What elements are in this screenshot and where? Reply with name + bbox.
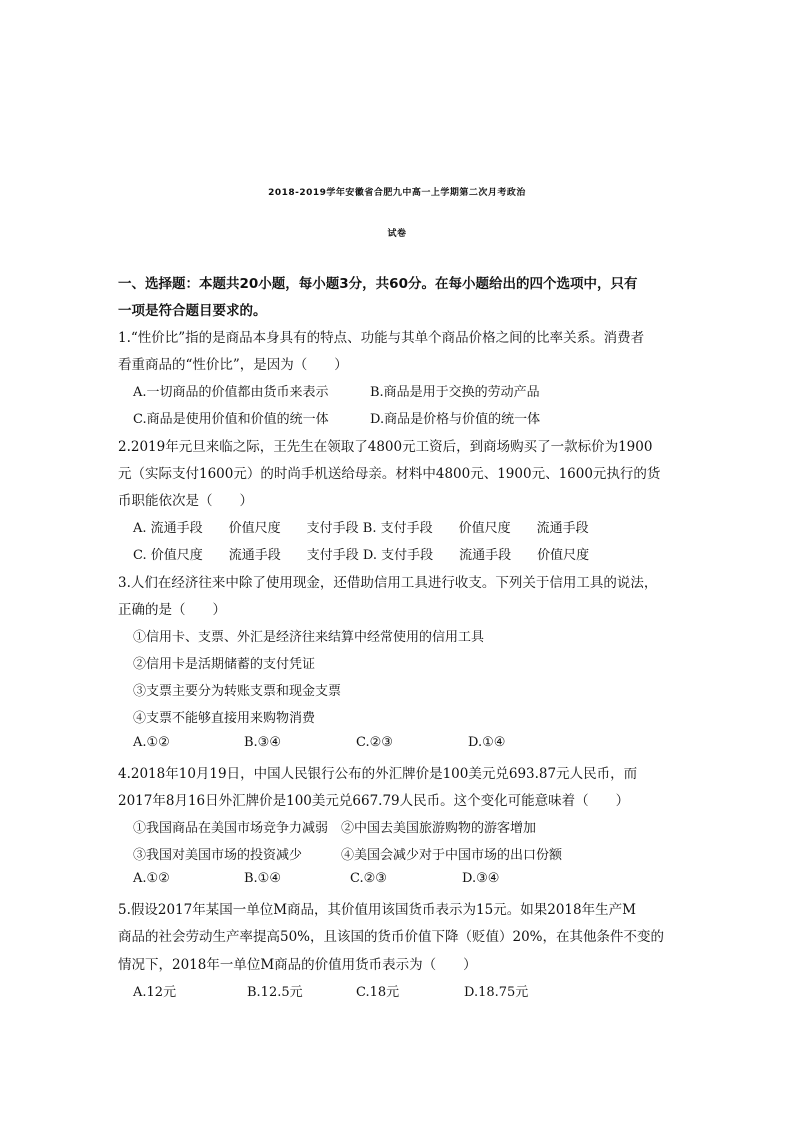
section-heading-line2: 一项是符合题目要求的。 (118, 303, 267, 319)
q2-stem-line1: 2.2019年元旦来临之际，王先生在领取了4800元工资后，到商场购买了一款标价为1900 (118, 439, 653, 455)
q4-statements-1-2: ①我国商品在美国市场竞争力减弱 ②中国去美国旅游购物的游客增加 (133, 821, 537, 836)
exam-title-line2: 试卷 (387, 229, 407, 239)
q4-option-d: D.③④ (462, 871, 500, 886)
q5-stem-line1: 5.假设2017年某国一单位M商品，其价值用该国货币表示为15元。如果2018年生产M (118, 902, 636, 918)
q5-stem-line2: 商品的社会劳动生产率提高50%，且该国的货币价值下降（贬值）20%，在其他条件不变的 (118, 929, 665, 945)
q3-option-c: C.②③ (356, 735, 393, 750)
q2-stem-line2: 元（实际支付1600元）的时尚手机送给母亲。材料中4800元、1900元、1600元执行的货 (118, 466, 661, 482)
q5-option-a: A.12元 (133, 985, 177, 1000)
q3-option-d: D.①④ (468, 735, 506, 750)
q3-statement-3: ③支票主要分为转账支票和现金支票 (133, 684, 342, 699)
section-heading-line1: 一、选择题：本题共20小题，每小题3分，共60分。在每小题给出的四个选项中，只有 (118, 276, 638, 292)
q1-option-d: D.商品是价格与价值的统一体 (370, 412, 541, 427)
q3-stem-line1: 3.人们在经济往来中除了使用现金，还借助信用工具进行收支。下列关于信用工具的说法， (118, 575, 658, 591)
q2-options-cd: C. 价值尺度 流通手段 支付手段 D. 支付手段 流通手段 价值尺度 (133, 548, 590, 563)
exam-title-line1: 2018-2019学年安徽省合肥九中高一上学期第二次月考政治 (268, 188, 526, 198)
q4-option-a: A.①② (133, 871, 170, 886)
q1-option-c: C.商品是使用价值和价值的统一体 (133, 412, 329, 427)
q4-stem-line2: 2017年8月16日外汇牌价是100美元兑667.79人民币。这个变化可能意味着（ ） (118, 793, 630, 809)
q4-statements-3-4: ③我国对美国市场的投资减少 ④美国会减少对于中国市场的出口份额 (133, 848, 563, 863)
q4-stem-line1: 4.2018年10月19日，中国人民银行公布的外汇牌价是100美元兑693.87元人民币，而 (118, 766, 638, 782)
q1-option-a: A.一切商品的价值都由货币来表示 (133, 385, 329, 400)
q5-stem-line3: 情况下，2018年一单位M商品的价值用货币表示为（ ） (118, 957, 477, 973)
q3-statement-4: ④支票不能够直接用来购物消费 (133, 711, 316, 726)
q3-option-b: B.③④ (244, 735, 281, 750)
q2-options-ab: A. 流通手段 价值尺度 支付手段 B. 支付手段 价值尺度 流通手段 (133, 521, 589, 536)
q2-stem-line3: 币职能依次是（ ） (118, 493, 253, 509)
q1-stem-line1: 1.“性价比”指的是商品本身具有的特点、功能与其单个商品价格之间的比率关系。消费者 (118, 330, 645, 346)
q4-option-c: C.②③ (350, 871, 387, 886)
q4-option-b: B.①④ (244, 871, 281, 886)
q5-option-c: C.18元 (356, 985, 400, 1000)
q5-option-b: B.12.5元 (247, 985, 303, 1000)
q3-stem-line2: 正确的是（ ） (118, 602, 226, 618)
q3-statement-1: ①信用卡、支票、外汇是经济往来结算中经常使用的信用工具 (133, 630, 485, 645)
q5-option-d: D.18.75元 (464, 985, 529, 1000)
q3-option-a: A.①② (133, 735, 170, 750)
q3-statement-2: ②信用卡是活期储蓄的支付凭证 (133, 657, 316, 672)
q1-option-b: B.商品是用于交换的劳动产品 (370, 385, 540, 400)
q1-stem-line2: 看重商品的“性价比”，是因为（ ） (118, 357, 348, 373)
